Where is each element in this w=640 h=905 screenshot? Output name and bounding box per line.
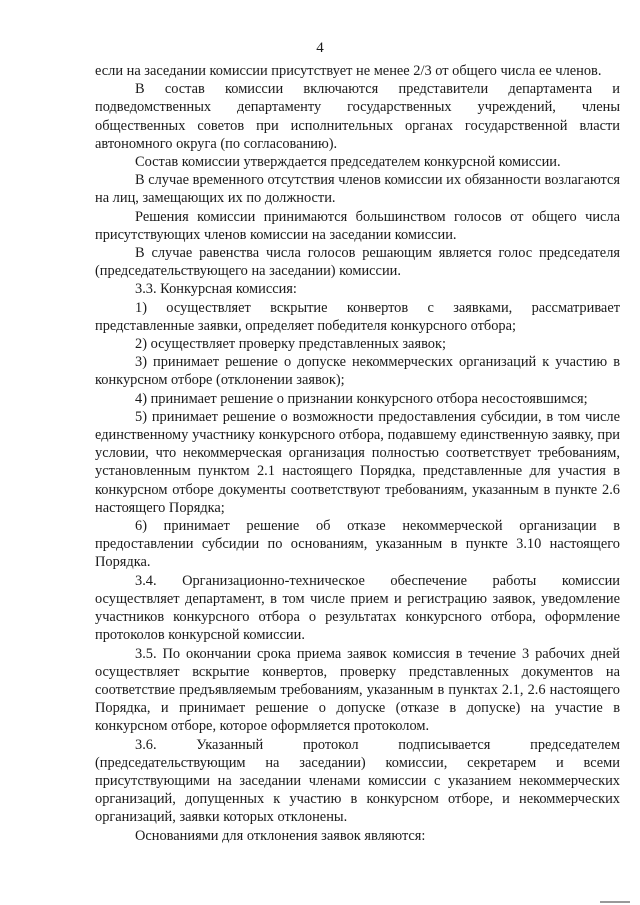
paragraph: 3.4. Организационно-техническое обеспечение работы комиссии осуществляет департамент, в том числе прием и регистрацию заявок, уведомление участников конкурсного отбора о результатах конкурсного отбора, оформление протоколов конкурсной комиссии.	[95, 572, 620, 644]
paragraph: 3.3. Конкурсная комиссия:	[135, 281, 297, 298]
paragraph: 5) принимает решение о возможности предоставления субсидии, в том числе единственному участнику конкурсного отбора, подавшему единственную заявку, при условии, что некоммерческая организация полностью соответствует требованиям, установленным пунктом 2.1 настоящего Порядка, представленные для участия в конкурсном отборе документы соответствуют требованиям, указанным в пункте 2.6 настоящего Порядка;	[95, 408, 620, 516]
paragraph: если на заседании комиссии присутствует не менее 2/3 от общего числа ее членов.	[95, 63, 602, 79]
paragraph: 3.5. По окончании срока приема заявок комиссия в течение 3 рабочих дней осуществляет вскрытие конвертов, проверку представленных документов на соответствие предъявляемым требованиям, указанным в пунктах 2.1, 2.6 настоящего Порядка, и принимает решение о допуске (отказе в допуске) на участие в конкурсном отборе, которое оформляется протоколом.	[95, 645, 620, 735]
scan-artifact-mark	[600, 901, 630, 903]
paragraph: 4) принимает решение о признании конкурсного отбора несостоявшимся;	[135, 390, 588, 407]
paragraph: 1) осуществляет вскрытие конвертов с заявками, рассматривает представленные заявки, определяет победителя конкурсного отбора;	[95, 299, 620, 334]
paragraph: 3) принимает решение о допуске некоммерческих организаций к участию в конкурсном отборе (отклонении заявок);	[95, 354, 620, 389]
paragraph: В состав комиссии включаются представители департамента и подведомственных департаменту государственных учреждений, члены общественных советов при исполнительных органах государственной власти автономного округа (по согласованию).	[95, 81, 620, 152]
paragraph: В случае временного отсутствия членов комиссии их обязанности возлагаются на лиц, замещающих их по должности.	[95, 172, 620, 207]
paragraph: 6) принимает решение об отказе некоммерческой организации в предоставлении субсидии по основаниям, указанным в пункте 3.10 настоящего Порядка.	[95, 518, 620, 571]
paragraph: 2) осуществляет проверку представленных заявок;	[135, 336, 446, 353]
paragraph: Состав комиссии утверждается председателем конкурсной комиссии.	[135, 154, 561, 171]
paragraph: Решения комиссии принимаются большинством голосов от общего числа присутствующих членов комиссии на заседании комиссии.	[95, 208, 620, 243]
paragraph: Основаниями для отклонения заявок являются:	[135, 827, 426, 844]
page-number: 4	[316, 40, 324, 56]
document-body	[95, 62, 620, 845]
paragraph: 3.6. Указанный протокол подписывается председателем (председательствующим на заседании) комиссии, секретарем и всеми присутствующими на заседании членами комиссии с указанием некоммерческих организаций, допущенных к участию в конкурсном отборе, и некоммерческих организаций, заявки которых отклонены.	[95, 736, 620, 826]
paragraph: В случае равенства числа голосов решающим является голос председателя (председательствующего на заседании) комиссии.	[95, 245, 620, 280]
